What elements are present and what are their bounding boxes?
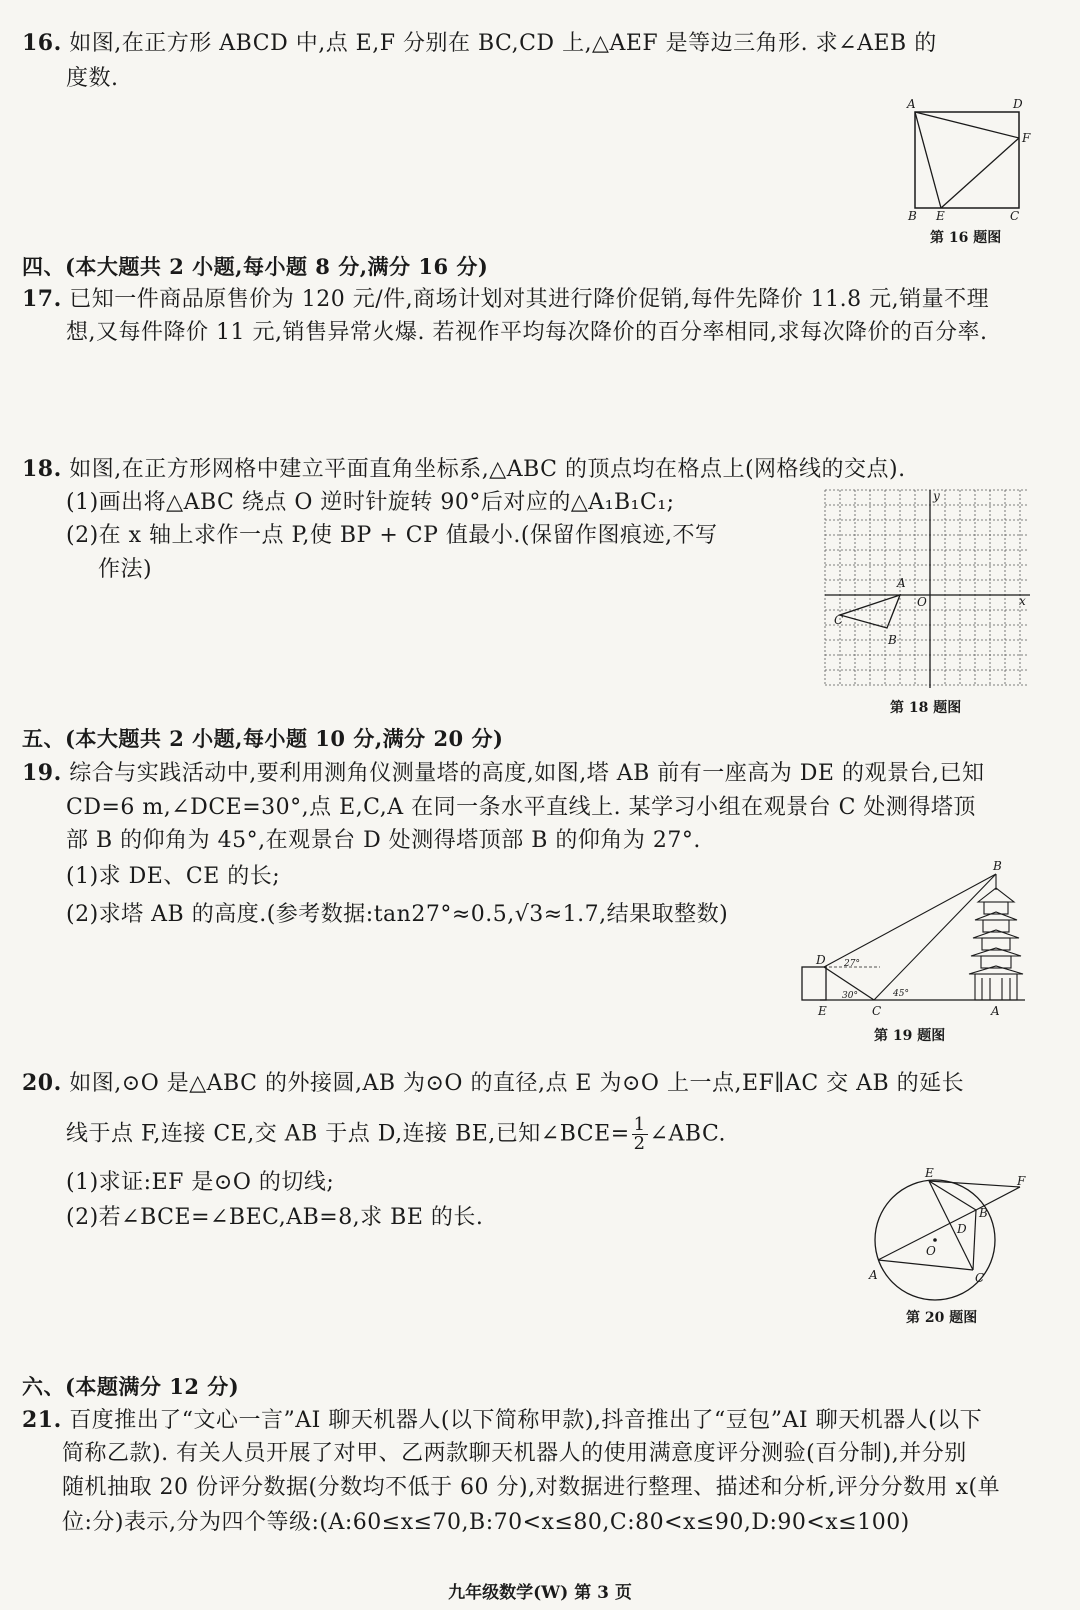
q16-label-a: A (907, 97, 916, 111)
q20-frac-den: 2 (633, 1133, 646, 1154)
q19-angle-30: 30° (842, 991, 858, 1001)
q20-label-o: O (926, 1244, 936, 1258)
q20-figure (865, 1165, 1035, 1295)
section-5-title: 五、(本大题共 2 小题,每小题 10 分,满分 20 分) (22, 726, 504, 751)
q19-label-b: B (993, 859, 1002, 873)
q20-label-c: C (975, 1271, 985, 1285)
q18-caption: 第 18 题图 (890, 700, 962, 716)
q20-fraction (632, 1116, 648, 1153)
q16-caption: 第 16 题图 (930, 230, 1002, 246)
q16-label-f: F (1022, 131, 1031, 145)
q20-number: 20. (22, 1070, 62, 1096)
q19-angle-27: 27° (844, 959, 860, 969)
q18-part1: (1)画出将△ABC 绕点 O 逆时针旋转 90°后对应的△A₁B₁C₁; (66, 490, 675, 515)
q18-label-c: C (834, 613, 844, 627)
q19-label-c: C (872, 1004, 882, 1018)
q16-figure (905, 96, 1035, 231)
q20-label-f: F (1017, 1174, 1026, 1188)
section-4-title: 四、(本大题共 2 小题,每小题 8 分,满分 16 分) (22, 254, 489, 279)
q20-part2: (2)若∠BCE=∠BEC,AB=8,求 BE 的长. (66, 1205, 484, 1230)
q16-label-d: D (1013, 97, 1023, 111)
section-6-title: 六、(本题满分 12 分) (22, 1374, 240, 1399)
q19-angle-45: 45° (893, 989, 909, 999)
q19-figure (800, 859, 1030, 1022)
q20-part1: (1)求证:EF 是⊙O 的切线; (66, 1170, 335, 1195)
q21-number: 21. (22, 1407, 62, 1433)
q18-figure (825, 490, 1035, 690)
q21-line4: 位:分)表示,分为四个等级:(A:60≤x≤70,B:70<x≤80,C:80<x≤90,D:90<x≤100) (62, 1510, 910, 1535)
q18-part2a: (2)在 x 轴上求作一点 P,使 BP + CP 值最小.(保留作图痕迹,不写 (66, 523, 718, 548)
q19-caption: 第 19 题图 (874, 1028, 946, 1044)
q18-text-1: 如图,在正方形网格中建立平面直角坐标系,△ABC 的顶点均在格点上(网格线的交点). (69, 457, 906, 482)
q17-line2: 想,又每件降价 11 元,销售异常火爆. 若视作平均每次降价的百分率相同,求每次降价的百分率. (66, 320, 988, 345)
q20-label-b: B (979, 1206, 988, 1220)
q20-label-d: D (957, 1222, 967, 1236)
q17-text-1: 已知一件商品原售价为 120 元/件,商场计划对其进行降价促销,每件先降价 11.8 元,销量不理 (69, 287, 990, 312)
q18-label-b: B (888, 633, 897, 647)
q21-line1 (22, 1405, 982, 1436)
q20-line1 (22, 1068, 964, 1099)
q20-frac-num: 1 (633, 1114, 646, 1135)
q19-label-d: D (816, 953, 826, 967)
q21-line3: 随机抽取 20 份评分数据(分数均不低于 60 分),对数据进行整理、描述和分析,评分分数用 x(单 (62, 1475, 1001, 1500)
q19-part2: (2)求塔 AB 的高度.(参考数据:tan27°≈0.5,√3≈1.7,结果取整数) (66, 902, 729, 927)
q18-grid (825, 490, 1029, 685)
q16-line2: 度数. (66, 66, 119, 91)
q20-caption: 第 20 题图 (906, 1310, 978, 1326)
q16-number: 16. (22, 30, 62, 56)
q18-part2b: 作法) (98, 557, 153, 582)
q20-text-2-post: ∠ABC. (649, 1121, 727, 1147)
q19-label-e: E (818, 1004, 827, 1018)
q19-platform (802, 967, 826, 1000)
q18-label-a: A (897, 576, 906, 590)
q19-line1 (22, 758, 984, 789)
q19-label-a: A (991, 1004, 1000, 1018)
q18-label-o: O (917, 595, 927, 609)
q18-label-y: y (933, 489, 940, 503)
q17-number: 17. (22, 286, 62, 312)
q20-text-2-pre: 线于点 F,连接 CE,交 AB 于点 D,连接 BE,已知∠BCE= (66, 1121, 630, 1147)
q20-text-1: 如图,⊙O 是△ABC 的外接圆,AB 为⊙O 的直径,点 E 为⊙O 上一点,EF∥AC 交 AB 的延长 (69, 1071, 965, 1096)
q18-label-x: x (1019, 594, 1026, 608)
q19-line2: CD=6 m,∠DCE=30°,点 E,C,A 在同一条水平直线上. 某学习小组在观景台 C 处测得塔顶 (66, 795, 976, 820)
q16-line1 (22, 28, 937, 59)
q19-text-1: 综合与实践活动中,要利用测角仪测量塔的高度,如图,塔 AB 前有一座高为 DE 的观景台,已知 (69, 761, 985, 786)
q20-label-a: A (869, 1268, 878, 1282)
q17-line1 (22, 284, 989, 315)
q21-line2: 简称乙款). 有关人员开展了对甲、乙两款聊天机器人的使用满意度评分测验(百分制),并分别 (62, 1441, 967, 1466)
q16-label-c: C (1010, 209, 1020, 223)
q19-part1: (1)求 DE、CE 的长; (66, 864, 281, 889)
q19-number: 19. (22, 760, 62, 786)
page-footer: 九年级数学(W) 第 3 页 (448, 1583, 632, 1603)
q16-text-1: 如图,在正方形 ABCD 中,点 E,F 分别在 BC,CD 上,△AEF 是等边三角形. 求∠AEB 的 (69, 31, 937, 56)
q18-number: 18. (22, 456, 62, 482)
q19-line3: 部 B 的仰角为 45°,在观景台 D 处测得塔顶部 B 的仰角为 27°. (66, 828, 701, 853)
q16-label-e: E (936, 209, 945, 223)
q20-line2 (66, 1116, 726, 1153)
q20-label-e: E (925, 1166, 934, 1180)
q18-line1 (22, 454, 906, 485)
q21-text-1: 百度推出了“文心一言”AI 聊天机器人(以下简称甲款),抖音推出了“豆包”AI 聊天机器人(以下 (69, 1408, 983, 1433)
q16-label-b: B (908, 209, 917, 223)
